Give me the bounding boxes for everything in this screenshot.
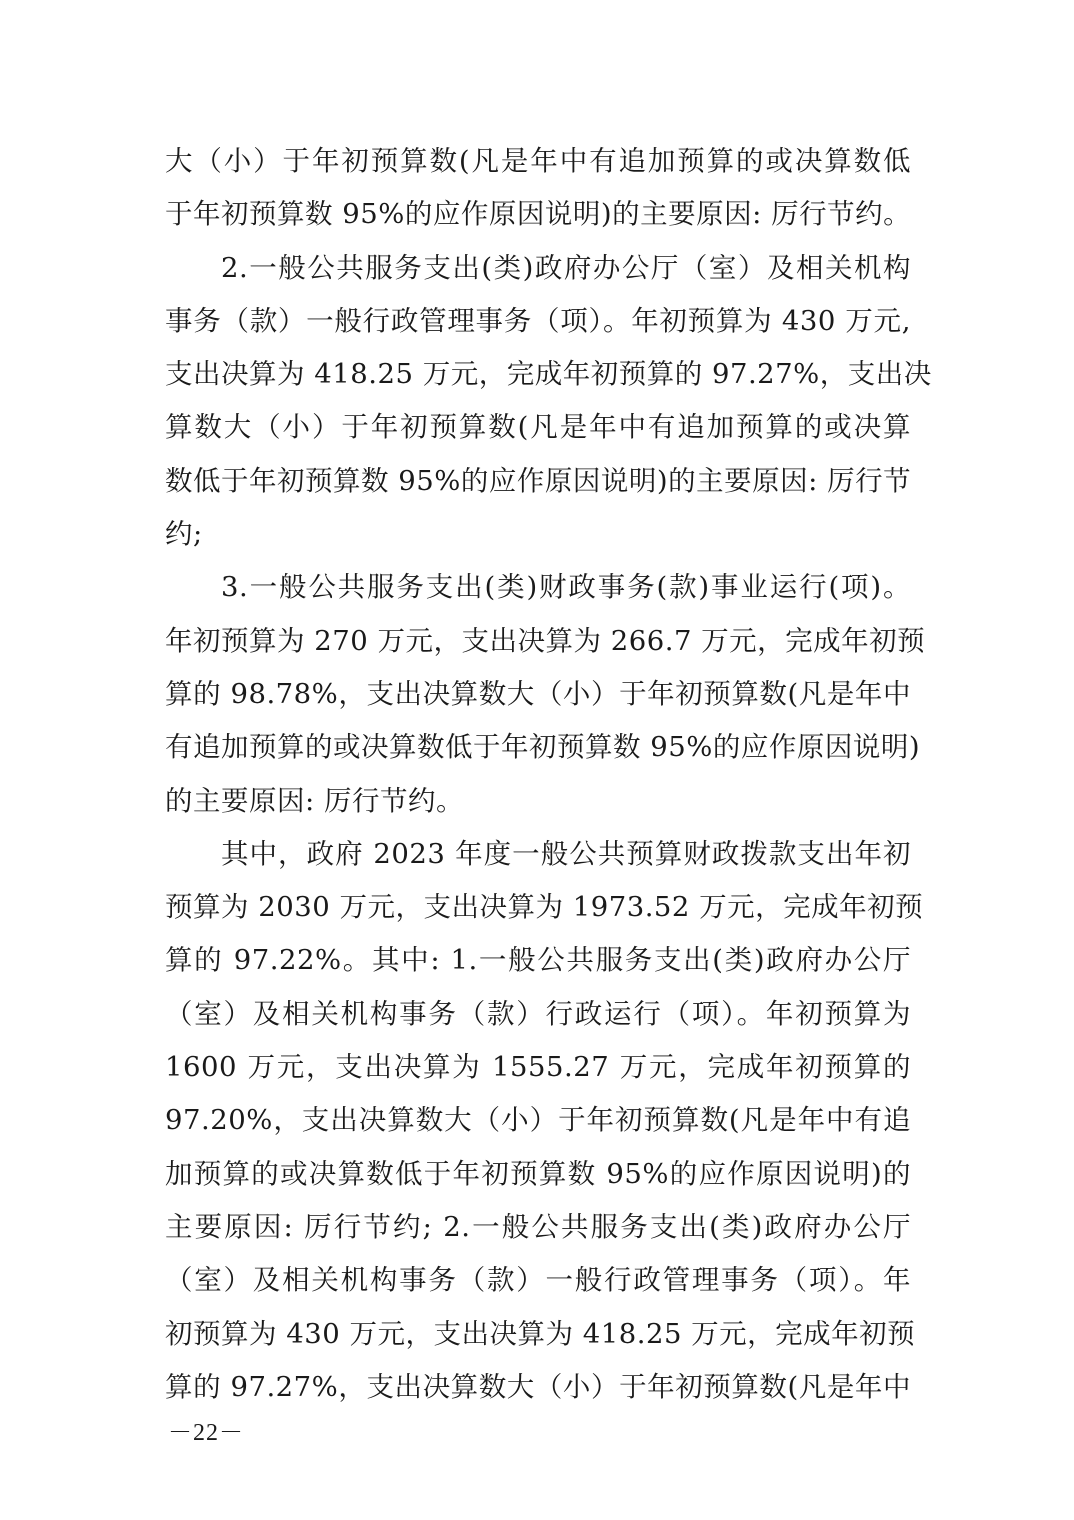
text-line: 于年初预算数 95%的应作原因说明)的主要原因: 厉行节约。 bbox=[165, 198, 912, 231]
text-line: 算的 98.78%，支出决算数大（小）于年初预算数(凡是年中 bbox=[165, 677, 911, 710]
text-line: 算数大（小）于年初预算数(凡是年中有追加预算的或决算 bbox=[165, 411, 911, 444]
text-line: 有追加预算的或决算数低于年初预算数 95%的应作原因说明) bbox=[165, 731, 921, 764]
text-line: 支出决算为 418.25 万元，完成年初预算的 97.27%，支出决 bbox=[165, 358, 932, 391]
text-line: （室）及相关机构事务（款）一般行政管理事务（项）。年 bbox=[165, 1264, 911, 1297]
text-line: 预算为 2030 万元，支出决算为 1973.52 万元，完成年初预 bbox=[165, 891, 924, 924]
text-line: （室）及相关机构事务（款）行政运行（项）。年初预算为 bbox=[165, 997, 911, 1030]
text-line: 的主要原因: 厉行节约。 bbox=[165, 784, 465, 817]
text-line: 其中，政府 2023 年度一般公共预算财政拨款支出年初 bbox=[221, 837, 911, 870]
text-line: 1600 万元，支出决算为 1555.27 万元，完成年初预算的 bbox=[165, 1051, 911, 1084]
text-line: 大（小）于年初预算数(凡是年中有追加预算的或决算数低 bbox=[165, 145, 911, 177]
text-line: 事务（款）一般行政管理事务（项）。年初预算为 430 万元, bbox=[165, 304, 911, 337]
text-line: 加预算的或决算数低于年初预算数 95%的应作原因说明)的 bbox=[165, 1157, 911, 1190]
text-line: 数低于年初预算数 95%的应作原因说明)的主要原因: 厉行节 bbox=[165, 464, 912, 497]
text-line: 3.一般公共服务支出(类)财政事务(款)事业运行(项)。 bbox=[221, 571, 911, 604]
text-line: 2.一般公共服务支出(类)政府办公厅（室）及相关机构 bbox=[221, 251, 911, 284]
text-line: 初预算为 430 万元，支出决算为 418.25 万元，完成年初预 bbox=[165, 1317, 916, 1350]
text-line: 约; bbox=[165, 518, 203, 551]
text-line: 算的 97.22%。其中: 1.一般公共服务支出(类)政府办公厅 bbox=[165, 944, 911, 977]
page-number: －22－ bbox=[168, 1420, 244, 1446]
text-line: 97.20%，支出决算数大（小）于年初预算数(凡是年中有追 bbox=[165, 1104, 911, 1137]
document-body bbox=[165, 135, 932, 1414]
text-line: 算的 97.27%，支出决算数大（小）于年初预算数(凡是年中 bbox=[165, 1370, 911, 1403]
text-line: 主要原因: 厉行节约; 2.一般公共服务支出(类)政府办公厅 bbox=[165, 1210, 911, 1243]
text-line: 年初预算为 270 万元，支出决算为 266.7 万元，完成年初预 bbox=[165, 624, 926, 657]
